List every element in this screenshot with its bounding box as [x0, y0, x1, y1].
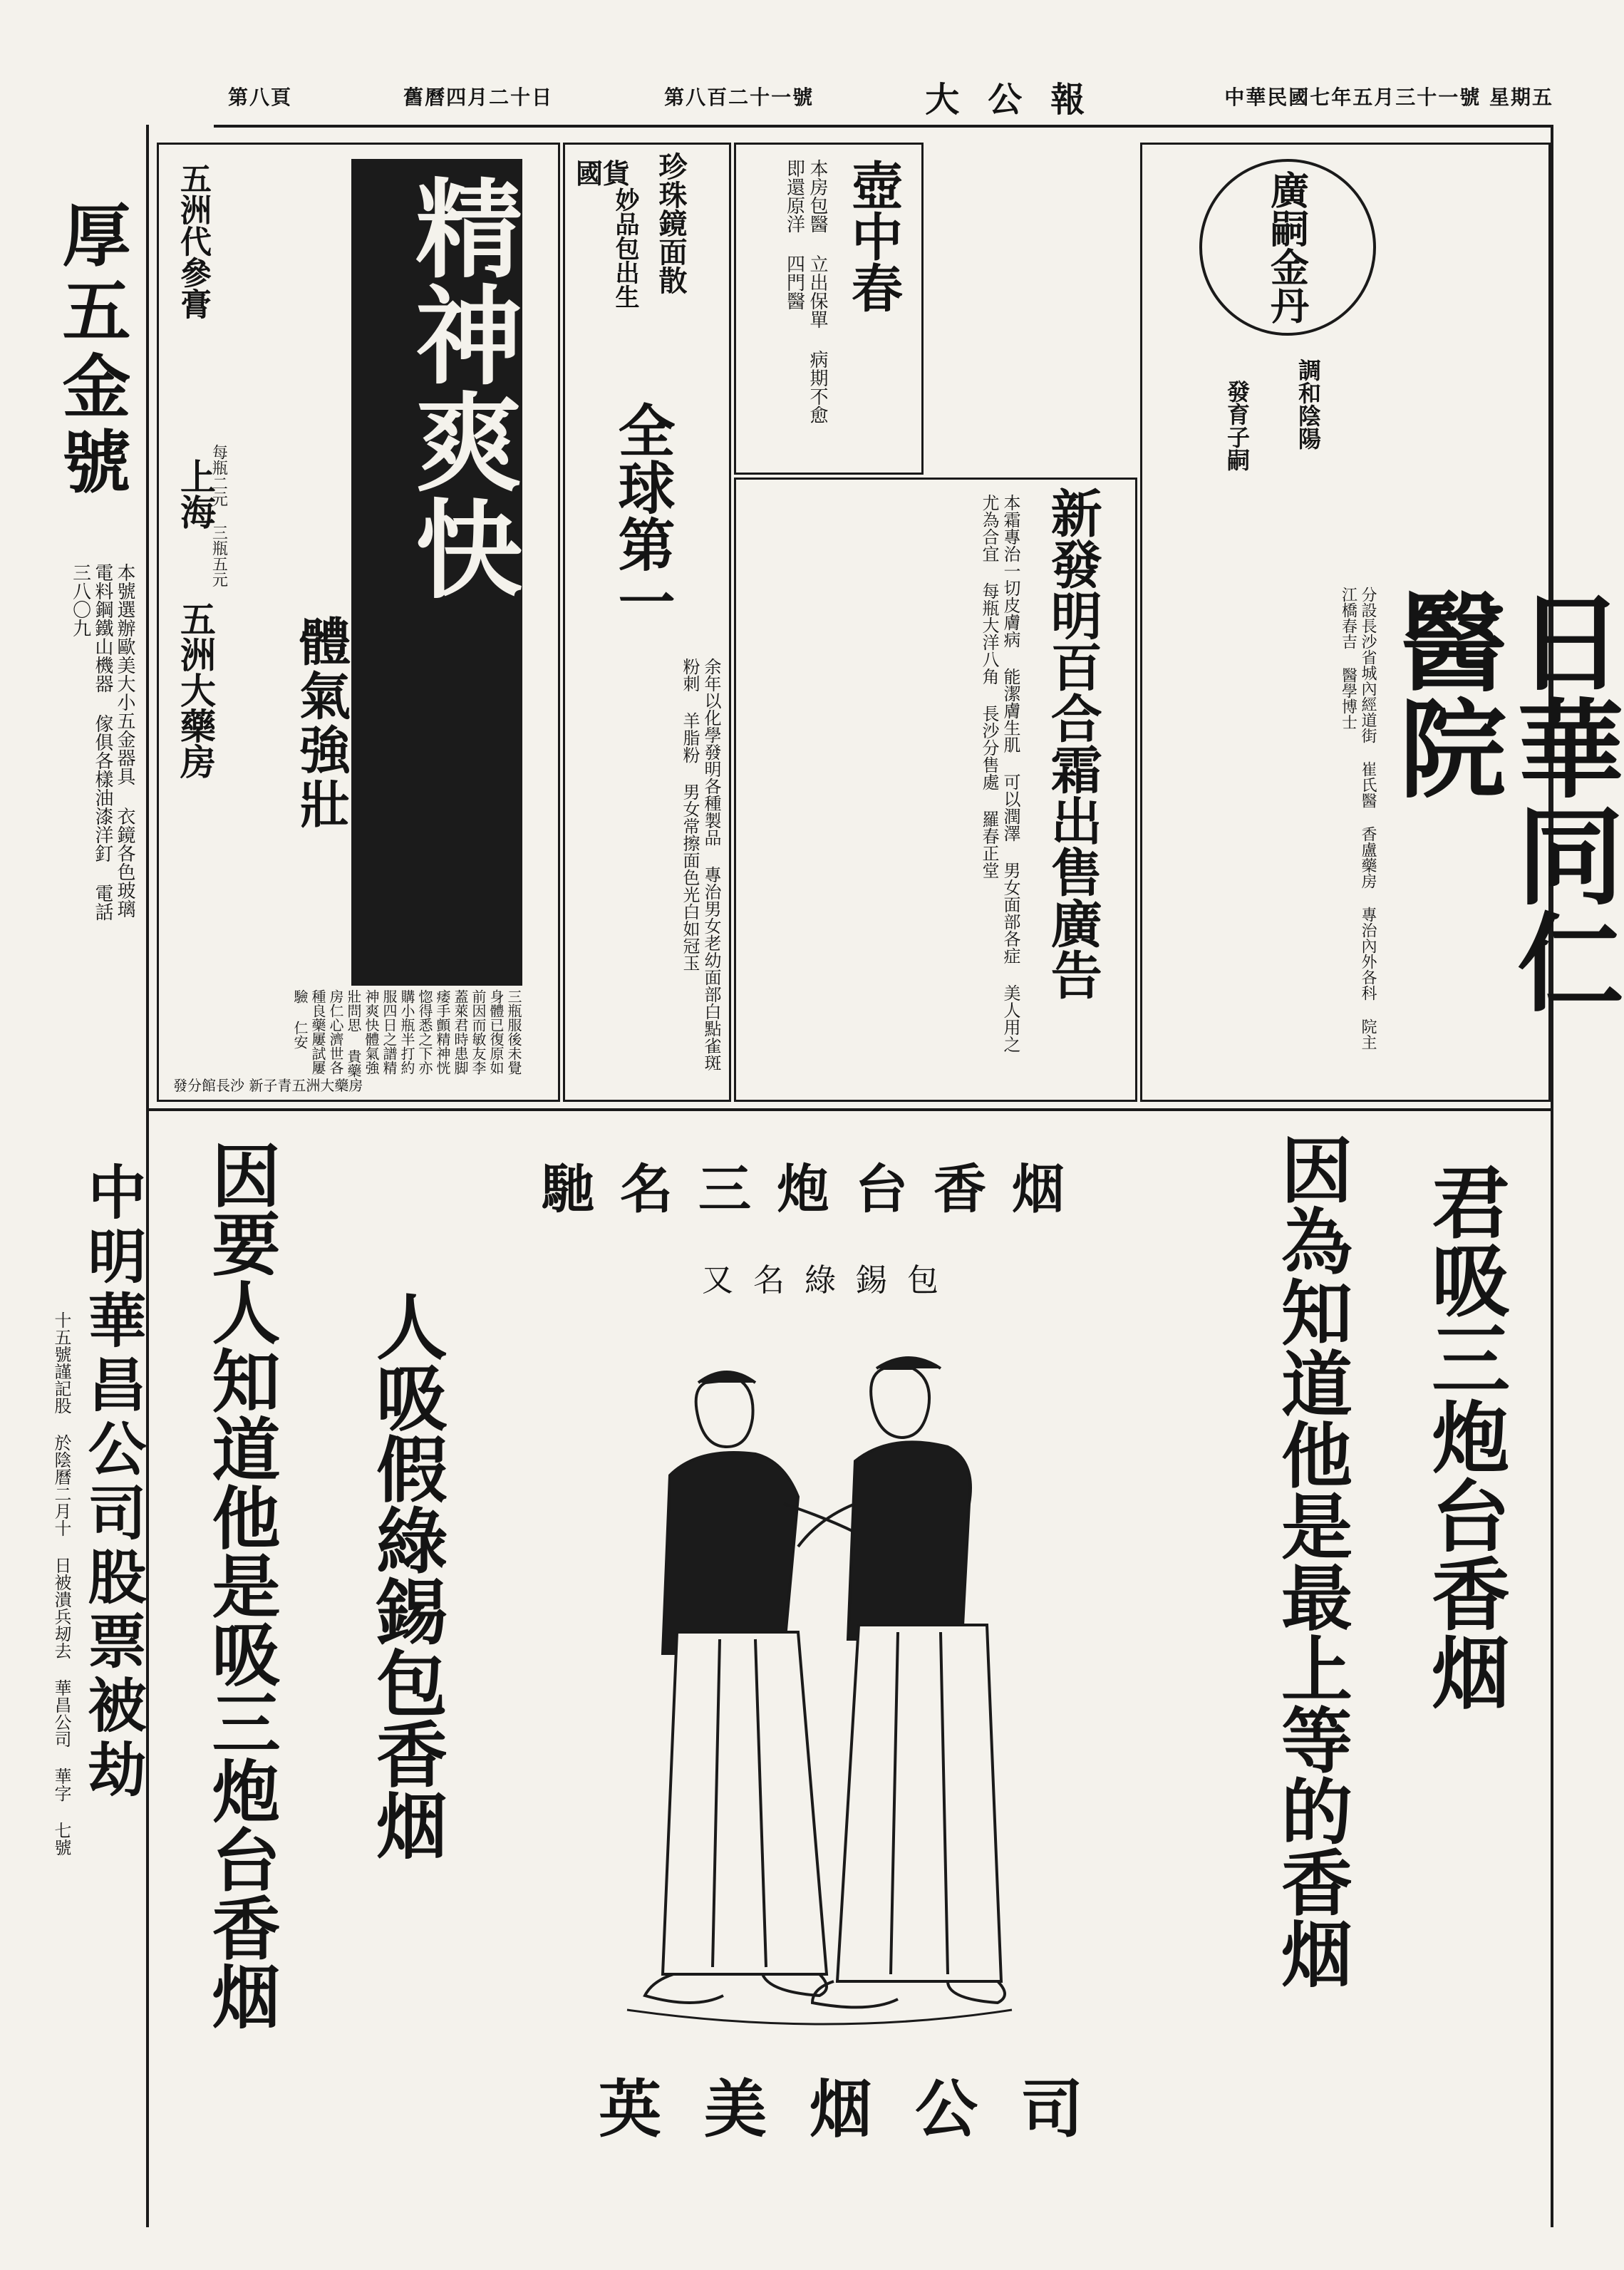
stock-notice-title: 中明華昌公司股票被劫: [78, 1162, 147, 1803]
ginseng-body: 三瓶服後未覺身體已復原如前因而敏友李蓋萊君時患脚痿手顫精神恍惚得悉之下亦購小瓶半打約服四日之譜精神爽快體氣強壯問思 貴藥房仁心濟世各種良藥屢試屢驗 仁安: [291, 989, 522, 1078]
ginseng-price: 每瓶二元 三瓶五元: [210, 444, 228, 587]
pearl-brand: 國貨: [576, 158, 631, 190]
ginseng-sub: 體氣強壯: [291, 615, 351, 832]
pearl-tagline: 妙品包出生: [611, 187, 639, 309]
issue-number: 第八百二十一號: [664, 86, 814, 109]
tongren-body: 分設長沙省城內經道街 崔氏醫 香盧藥房 專治內外各科 院主 江橋春吉 醫學博士: [1339, 587, 1377, 1050]
lunar-date: 舊曆四月二十日: [403, 86, 554, 109]
pearl-powder-ad: [563, 143, 731, 1102]
ginseng-ad: [157, 143, 560, 1102]
top-rule: [214, 125, 1553, 128]
masthead: [228, 75, 1553, 118]
right-rule: [1551, 125, 1553, 2227]
pearl-product: 珍珠鏡面散: [654, 152, 688, 294]
date-line: 中華民國七年五月三十一號 星期五: [1224, 86, 1553, 109]
hardware-ad-title: 厚五金號: [51, 200, 132, 502]
baihe-cream-ad: [734, 478, 1137, 1102]
ginseng-headline: 精神爽快: [397, 173, 522, 601]
pearl-badge: 全球第一: [609, 401, 676, 629]
golden-pill-text: 廣嗣金丹: [1264, 170, 1310, 324]
golden-pill-circle: [1199, 159, 1376, 336]
cigarette-ad-subtitle: 又名綠錫包: [702, 1262, 958, 1299]
page-label: 第八頁: [228, 86, 293, 109]
left-man-figure: [645, 1372, 855, 2003]
tongren-headline: 日華同仁醫院: [1381, 587, 1624, 1014]
cigarette-left-col2: 因要人知道他是吸三炮台香烟: [201, 1140, 281, 2030]
ginseng-headline-block: [351, 159, 522, 986]
cigarette-left-col1: 人吸假綠錫包香烟: [364, 1290, 448, 1860]
baihe-body: 本霜專治一切皮膚病 能潔膚生肌 可以潤澤 男女面部各症 美人用之 尤為合宜 每瓶大洋八角 長沙分售處 羅春正堂: [979, 494, 1020, 1053]
right-man-figure: [798, 1358, 1005, 2007]
cigarette-company: 英美烟公司: [599, 2072, 1127, 2146]
ginseng-city: 上海: [175, 458, 217, 530]
stock-notice-body: 十五號謹記股 於陰曆二月十 日被潰兵刼去 華昌公司 華字 七號: [51, 1311, 71, 1856]
ginseng-store: 五洲大藥房: [175, 601, 217, 779]
hardware-ad-body: 本號選辦歐美大小五金器具 衣鏡各色玻璃電料鋼鐵山機器 傢俱各樣油漆洋釘 電話三八〇九: [69, 563, 135, 921]
tongren-sub2: 發育子嗣: [1224, 380, 1251, 471]
tongren-sub1: 調和陰陽: [1295, 358, 1322, 450]
two-men-illustration: [613, 1340, 1026, 2038]
huzhongchun-title: 壺中春: [843, 159, 904, 313]
huzhongchun-ad: [734, 143, 924, 475]
ginseng-footer: 發分館長沙 新子青五洲大藥房: [173, 1077, 363, 1094]
cigarette-ad-title: 馳名三炮台香烟: [542, 1159, 1090, 1220]
ground-shadow: [627, 2010, 1012, 2024]
ginseng-product: 五洲代參膏: [175, 162, 211, 319]
paper-name: 大公報: [925, 79, 1114, 120]
cigarette-right-col2: 因為知道他是最上等的香烟: [1269, 1133, 1353, 1988]
ad-separator-rule: [146, 1108, 1553, 1111]
tongren-hospital-ad: [1140, 143, 1624, 1102]
huzhongchun-body: 本房包醫 立出保單 病期不愈 即還原洋 四門醫: [783, 159, 828, 424]
pearl-body: 余年以化學發明各種製品 專治男女老幼面部白點雀斑粉刺 羊脂粉 男女常擦面色光白如冠玉: [680, 658, 721, 1071]
cigarette-right-col1: 君吸三炮台香烟: [1419, 1162, 1511, 1711]
baihe-headline: 新發明百合霜出售廣告: [1042, 487, 1103, 1000]
